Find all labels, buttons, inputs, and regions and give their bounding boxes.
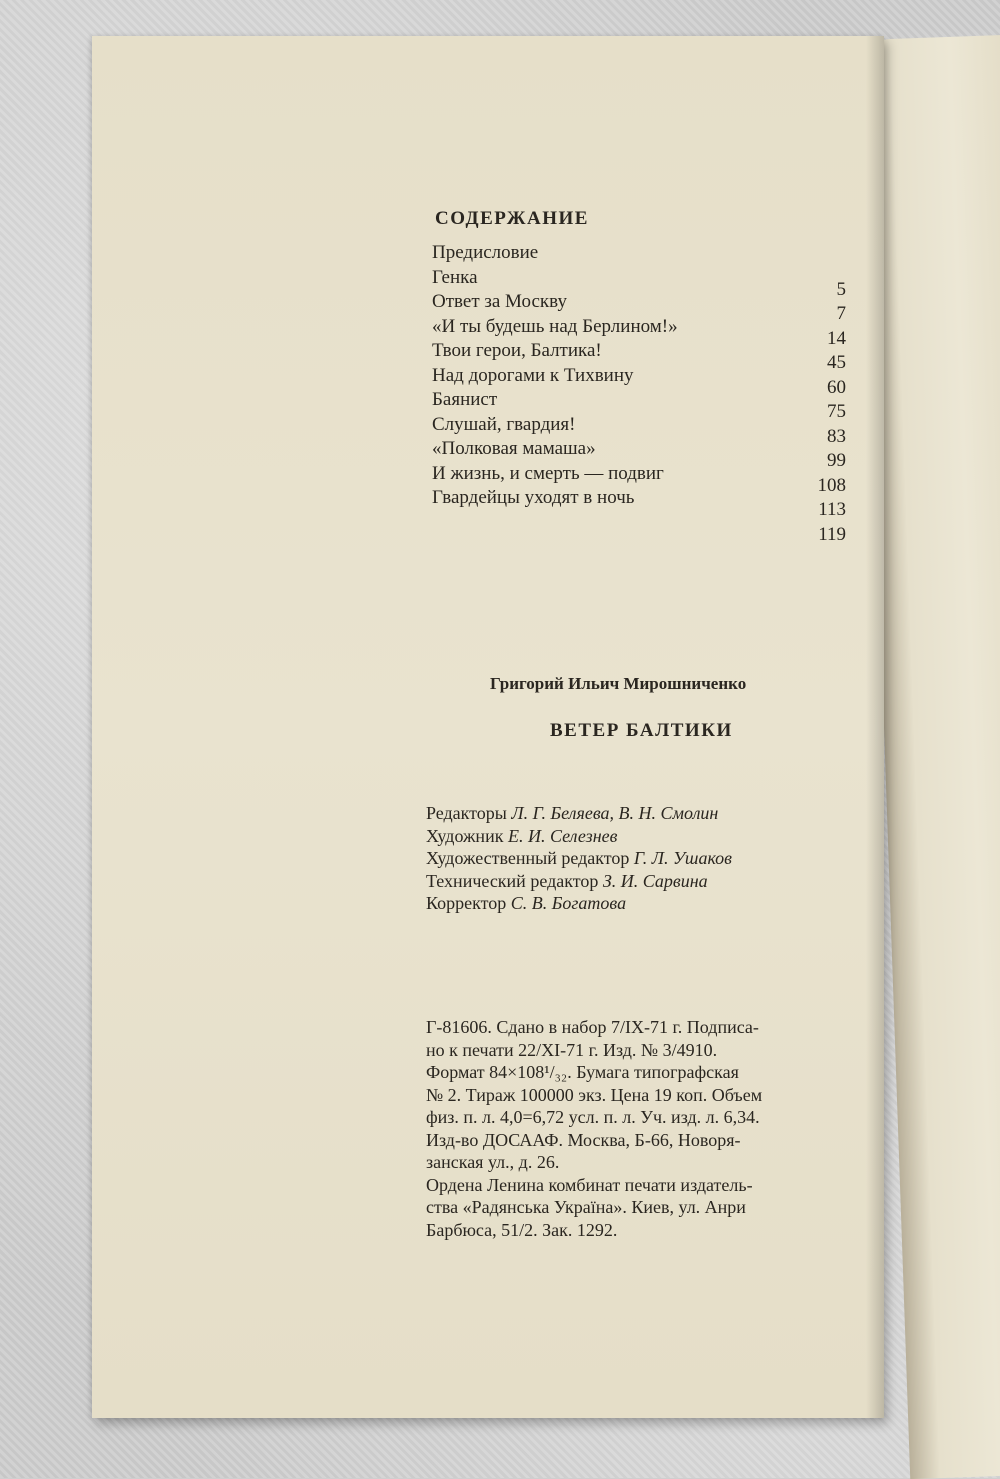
imprint-line: физ. п. л. 4,0=6,72 усл. п. л. Уч. изд. л. 6,34. [426,1107,760,1127]
credit-line [426,802,732,825]
toc-entry-title: Баянист [432,389,498,410]
credit-role: Художественный редактор [426,848,630,868]
book-title: ВЕТЕР БАЛТИКИ [550,720,733,741]
book-page [92,36,884,1418]
toc-entry [432,389,846,422]
credit-line [426,825,732,848]
toc-entry [432,364,846,398]
page-spine-shadow [866,36,884,1418]
toc-entry-page: 99 [827,450,846,471]
imprint-line: Формат 84×108¹/₃₂. Бумага типографская [426,1062,739,1082]
toc-entry-page: 108 [817,474,846,496]
toc-entry-page: 119 [818,523,846,545]
toc-entry [432,462,846,496]
toc-entry-page: 5 [836,278,846,300]
credit-line [426,892,732,915]
toc-entry [432,266,846,300]
credit-role: Редакторы [426,803,507,823]
toc-entry [432,291,846,324]
toc-entry-title: Гвардейцы уходят в ночь [432,487,635,508]
toc-entry-page: 60 [827,376,846,398]
credit-names: С. В. Богатова [510,893,627,913]
imprint-line: Г-81606. Сдано в набор 7/IX-71 г. Подписа- [426,1017,759,1037]
toc-entry [432,438,846,471]
imprint-line: но к печати 22/XI-71 г. Изд. № 3/4910. [426,1039,718,1060]
imprint-block [426,1016,850,1241]
toc-entry-title: Слушай, гвардия! [432,413,576,435]
toc-entry [432,487,846,520]
toc-entry-page: 7 [836,303,846,324]
toc-entry-title: И жизнь, и смерть — подвиг [432,462,664,484]
toc-entry [432,413,846,447]
toc-entry [432,315,846,349]
toc-entry [432,512,846,545]
toc-entry-page: 75 [827,401,846,422]
toc-entry-title: «И ты будешь над Берлином!» [432,315,678,337]
contents-heading: СОДЕРЖАНИЕ [435,208,589,229]
credit-names: Г. Л. Ушаков [633,848,732,868]
imprint-line: Изд-во ДОСААФ. Москва, Б-66, Новоря- [426,1129,741,1150]
toc-entry-title: Ответ за Москву [432,291,567,312]
toc-entry-title: «Полковая мамаша» [432,438,596,459]
toc-entry-page: 14 [827,327,846,349]
toc-entry-page: 83 [827,425,846,447]
credit-role: Художник [426,825,504,846]
toc-entry-page: 113 [818,499,846,520]
credit-line [426,870,732,893]
credits-block [426,802,732,915]
toc-entry-title: Предисловие [432,242,539,263]
imprint-line: ства «Радянська Україна». Киев, ул. Анри [426,1197,746,1217]
toc-entry [432,242,846,267]
credit-line [426,847,732,870]
imprint-line: Ордена Ленина комбинат печати издатель- [426,1174,753,1195]
credit-names: З. И. Сарвина [602,870,708,891]
table-of-contents [432,242,846,545]
credit-role: Корректор [426,893,507,913]
imprint-line: занская ул., д. 26. [426,1152,560,1172]
author-name: Григорий Ильич Мирошниченко [490,674,747,693]
credit-names: Е. И. Селезнев [507,825,618,846]
credit-names: Л. Г. Беляева, В. Н. Смолин [511,803,719,823]
toc-entry-page: 45 [827,352,846,373]
toc-entry [432,340,846,373]
toc-entry-title: Над дорогами к Тихвину [432,364,634,386]
imprint-line: Барбюса, 51/2. Зак. 1292. [426,1219,618,1240]
imprint-line: № 2. Тираж 100000 экз. Цена 19 коп. Объем [426,1084,763,1105]
toc-entry-title: Твои герои, Балтика! [432,340,602,361]
credit-role: Технический редактор [426,870,599,891]
toc-entry-title: Генка [432,266,478,288]
